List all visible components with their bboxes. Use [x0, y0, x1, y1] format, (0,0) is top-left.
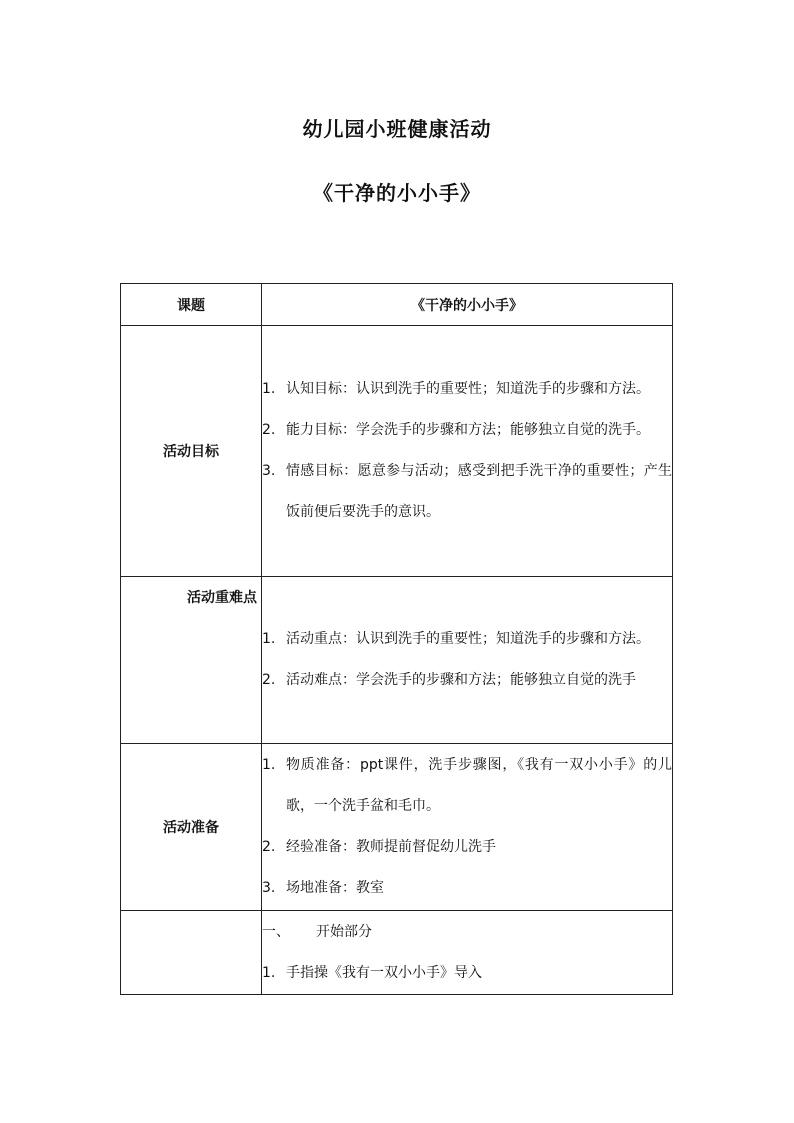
list-item: [262, 410, 672, 451]
section-title: 开始部分: [316, 923, 372, 940]
list-number: 1.: [262, 631, 276, 647]
table-row-key-points: [121, 577, 673, 744]
document-subtitle: 《干净的小小手》: [313, 181, 481, 205]
key-points-content: [262, 577, 673, 744]
list-number: 3.: [262, 880, 276, 896]
list-text: 活动重点：认识到洗手的重要性；知道洗手的步骤和方法。: [286, 631, 650, 647]
process-label: [121, 911, 262, 995]
section-marker: 一、: [262, 923, 290, 940]
list-item: [262, 953, 672, 994]
preparation-content: [262, 744, 673, 911]
table-row-preparation: [121, 744, 673, 911]
key-points-label: 活动重难点: [121, 577, 262, 744]
preparation-label: 活动准备: [121, 744, 262, 911]
goals-label: 活动目标: [121, 326, 262, 577]
list-text: 认知目标：认识到洗手的重要性；知道洗手的步骤和方法。: [286, 381, 650, 397]
list-text: 经验准备：教师提前督促幼儿洗手: [286, 839, 496, 855]
list-number: 1.: [262, 381, 276, 397]
list-text: 场地准备：教室: [286, 880, 384, 896]
list-text: 手指操《我有一双小小手》导入: [286, 964, 482, 981]
list-text: 情感目标：愿意参与活动；感受到把手洗干净的重要性；产生饭前便后要洗手的意识。: [286, 463, 672, 520]
list-item: [262, 660, 672, 701]
list-number: 2.: [262, 422, 276, 438]
lesson-plan-table: [120, 283, 673, 995]
list-number: 1.: [262, 757, 276, 773]
list-number: 1.: [262, 964, 276, 981]
list-item: [262, 619, 672, 660]
table-row-goals: [121, 326, 673, 577]
header-label: 课题: [121, 284, 262, 326]
table-row-header: [121, 284, 673, 326]
table-row-process: [121, 911, 673, 995]
list-text: 活动难点：学会洗手的步骤和方法；能够独立自觉的洗手: [286, 672, 636, 688]
list-item: [262, 369, 672, 410]
list-item: [262, 451, 672, 533]
list-text: 能力目标：学会洗手的步骤和方法；能够独立自觉的洗手。: [286, 422, 650, 438]
header-value: 《干净的小小手》: [262, 284, 673, 326]
process-content: [262, 911, 673, 995]
list-item: [262, 868, 672, 909]
list-item: [262, 827, 672, 868]
list-text: 物质准备：ppt课件，洗手步骤图，《我有一双小小手》的儿歌，一个洗手盆和毛巾。: [286, 757, 672, 814]
section-heading: [262, 912, 672, 953]
list-item: [262, 745, 672, 827]
goals-content: [262, 326, 673, 577]
list-number: 2.: [262, 839, 276, 855]
list-number: 3.: [262, 463, 276, 479]
document-title: 幼儿园小班健康活动: [302, 117, 492, 141]
list-number: 2.: [262, 672, 276, 688]
